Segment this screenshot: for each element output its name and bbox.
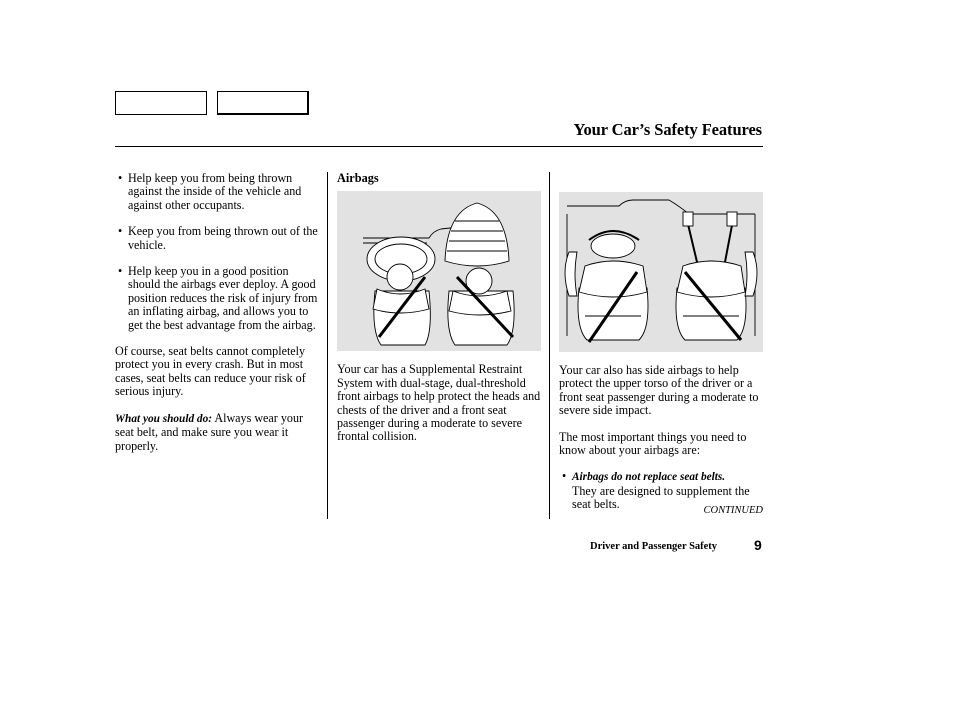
lead-in-label: What you should do: [115,412,212,425]
list-item: • Help keep you from being thrown against the inside of the vehicle and against other occupants. [115,172,321,212]
airbags-heading: Airbags [337,171,379,185]
nav-tab-box-2[interactable] [217,91,309,115]
column-2 [337,172,542,457]
front-airbags-paragraph: Your car has a Supplemental Restraint System with dual-stage, dual-threshold front airbags to help protect the heads and chests of the driver and a front seat passenger during a moderate to severe frontal collision. [337,362,541,444]
bullet-text: They are designed to supplement the seat belts. [572,483,750,512]
side-airbags-paragraph: Your car also has side airbags to help protect the upper torso of the driver or a front seat passenger during a moderate to severe side impact. [559,363,759,418]
page-number: 9 [754,537,762,553]
side-airbag-drawing [559,192,763,352]
seatbelt-limitations-paragraph: Of course, seat belts cannot completely protect you in every crash. But in most cases, seat belts can reduce your risk of serious injury. [115,344,306,399]
header-rule [115,146,763,147]
column-divider-1 [327,172,328,519]
side-airbag-illustration [559,192,763,352]
list-item: • Help keep you in a good position should the airbags ever deploy. A good position reduces the risk of injury from an inflating airbag, and allows you to get the best advantage from the airbag. [115,265,321,332]
what-you-should-do-paragraph [115,412,321,453]
page-title: Your Car’s Safety Features [573,120,762,139]
lead-in-text: Always wear your seat belt, and make sure you wear it properly. [115,410,304,453]
nav-tab-box-1[interactable] [115,91,207,115]
column-3 [559,192,764,525]
footer-section-name: Driver and Passenger Safety [590,541,718,552]
continued-label: CONTINUED [703,505,763,516]
column-divider-2 [549,172,550,519]
list-item: • Keep you from being thrown out of the vehicle. [115,225,321,252]
important-things-paragraph: The most important things you need to know about your airbags are: [559,429,747,458]
bullet-bold-text: Airbags do not replace seat belts. [572,471,726,484]
column-1 [115,172,321,466]
front-airbag-illustration [337,191,541,351]
seatbelt-benefits-list [115,172,321,332]
front-airbag-drawing [337,191,541,351]
